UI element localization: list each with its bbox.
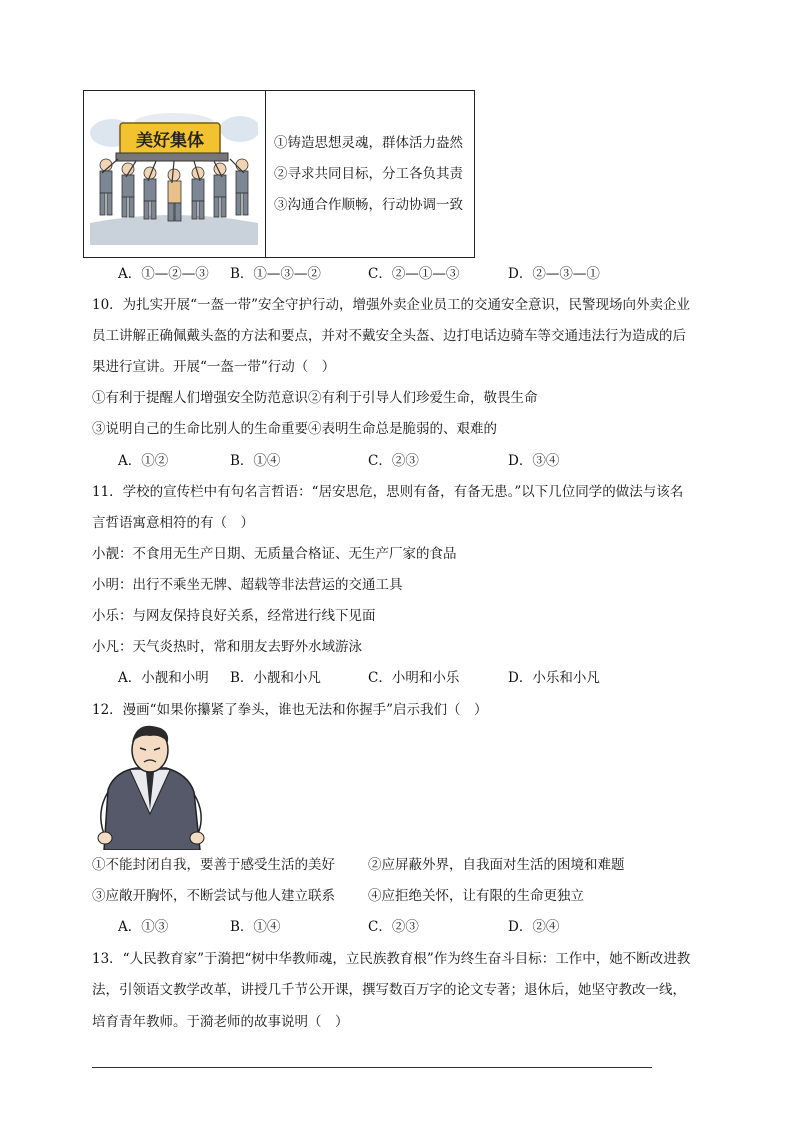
q11-option-d[interactable]: D．小乐和小凡 bbox=[508, 670, 600, 686]
q11-statement-1: 小靓：不食用无生产日期、无质量合格证、无生产厂家的食品 bbox=[92, 546, 457, 562]
q12-statement-3: ③应敞开胸怀，不断尝试与他人建立联系 bbox=[92, 888, 335, 904]
q10-stem-line-1: 10．为扎实开展“一盔一带”安全守护行动，增强外卖企业员工的交通安全意识，民警现场向外卖企业 bbox=[92, 297, 690, 313]
q11-stem-line-1: 11．学校的宣传栏中有句名言哲语：“居安思危，思则有备，有备无患。”以下几位同学的做法与该名 bbox=[92, 484, 684, 500]
q11-statement-3: 小乐：与网友保持良好关系，经常进行线下见面 bbox=[92, 608, 376, 624]
q11-option-c[interactable]: C．小明和小乐 bbox=[368, 670, 460, 686]
q9-figure-title: 美好集体 bbox=[136, 131, 204, 151]
q10-option-d[interactable]: D．③④ bbox=[508, 453, 560, 469]
q13-stem-line-1: 13．“人民教育家”于漪把“树中华教师魂，立民族教育根”作为终生奋斗目标：工作中，她不断改进教 bbox=[92, 951, 691, 967]
q11-statement-2: 小明：出行不乘坐无牌、超载等非法营运的交通工具 bbox=[92, 577, 403, 593]
q13-stem-line-2: 法，引领语文教学改革，讲授几千节公开课，撰写数百万字的论文专著；退休后，她坚守教改一线， bbox=[92, 982, 686, 998]
q12-statement-1: ①不能封闭自我，要善于感受生活的美好 bbox=[92, 857, 335, 873]
teamwork-cartoon bbox=[90, 103, 258, 245]
q11-statement-4: 小凡：天气炎热时，常和朋友去野外水域游泳 bbox=[92, 639, 362, 655]
q10-stem-line-2: 员工讲解正确佩戴头盔的方法和要点，并对不戴安全头盔、边打电话边骑车等交通违法行为造成的后 bbox=[92, 328, 686, 344]
q12-stem: 12．漫画“如果你攥紧了拳头，谁也无法和你握手”启示我们（ ） bbox=[92, 702, 488, 718]
q12-option-b[interactable]: B．①④ bbox=[230, 919, 281, 935]
q10-statement-line-1: ①有利于提醒人们增强安全防范意识②有利于引导人们珍爱生命，敬畏生命 bbox=[92, 390, 538, 406]
q10-stem-line-3: 果进行宣讲。开展“一盔一带”行动（ ） bbox=[92, 359, 336, 375]
q12-option-c[interactable]: C．②③ bbox=[368, 919, 419, 935]
q12-statement-2: ②应屏蔽外界，自我面对生活的困境和难题 bbox=[368, 857, 625, 873]
q12-option-d[interactable]: D．②④ bbox=[508, 919, 560, 935]
q10-option-b[interactable]: B．①④ bbox=[230, 453, 281, 469]
q12-option-a[interactable]: A．①③ bbox=[118, 919, 169, 935]
q12-statement-4: ④应拒绝关怀，让有限的生命更独立 bbox=[368, 888, 584, 904]
q10-option-c[interactable]: C．②③ bbox=[368, 453, 419, 469]
q9-option-c[interactable]: C．②—①—③ bbox=[368, 266, 460, 282]
q10-statement-line-2: ③说明自己的生命比别人的生命重要④表明生命总是脆弱的、艰难的 bbox=[92, 421, 497, 437]
footer-rule bbox=[92, 1067, 652, 1068]
clenched-fist-man-cartoon bbox=[90, 722, 210, 850]
q10-option-a[interactable]: A．①② bbox=[118, 453, 169, 469]
q9-option-a[interactable]: A．①—②—③ bbox=[118, 266, 209, 282]
q9-statement-3: ③沟通合作顺畅，行动协调一致 bbox=[274, 197, 463, 213]
q13-stem-line-3: 培育青年教师。于漪老师的故事说明（ ） bbox=[92, 1014, 349, 1030]
q9-statement-1: ①铸造思想灵魂，群体活力盎然 bbox=[274, 135, 463, 151]
q11-option-b[interactable]: B．小靓和小凡 bbox=[230, 670, 321, 686]
q9-figure-box bbox=[83, 90, 475, 258]
q11-stem-line-2: 言哲语寓意相符的有（ ） bbox=[92, 515, 254, 531]
q11-option-a[interactable]: A．小靓和小明 bbox=[118, 670, 209, 686]
q9-option-b[interactable]: B．①—③—② bbox=[230, 266, 321, 282]
figure-divider bbox=[265, 91, 266, 257]
q9-option-d[interactable]: D．②—③—① bbox=[508, 266, 600, 282]
q9-statement-2: ②寻求共同目标，分工各负其责 bbox=[274, 166, 463, 182]
